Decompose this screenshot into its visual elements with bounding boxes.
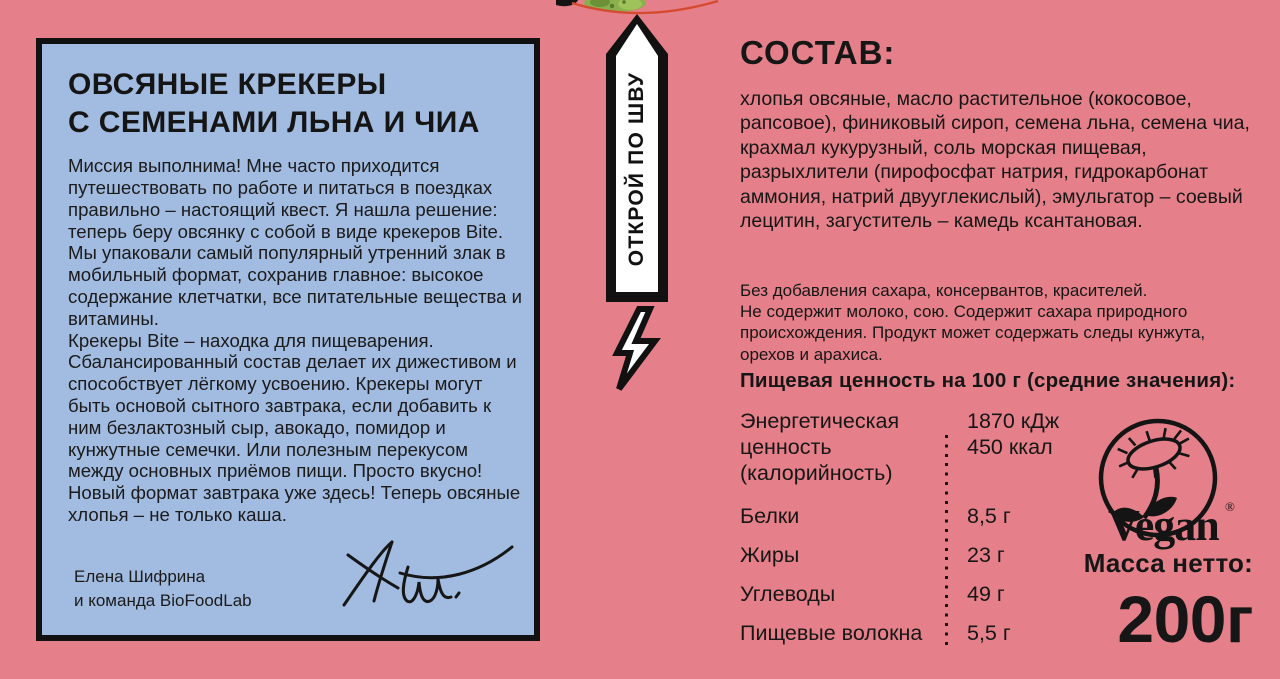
- allergen-notes: [740, 280, 1237, 365]
- nutrition-label: Углеводы: [740, 582, 836, 606]
- vegan-registered-mark: ®: [1225, 499, 1235, 514]
- product-title-line1: ОВСЯНЫЕ КРЕКЕРЫ: [68, 68, 387, 101]
- net-weight-label: Масса нетто:: [1083, 548, 1253, 578]
- nutrition-value-line: 1870 кДж: [967, 409, 1060, 433]
- nutrition-value-line: 5,5 г: [967, 621, 1011, 645]
- signature-icon: [338, 537, 520, 619]
- nutrition-row: [740, 408, 1075, 486]
- signoff: [74, 565, 252, 613]
- description-paragraph: Миссия выполнима! Мне часто приходится путешествовать по работе и питаться в поездках правильно – настоящий квест. Я нашла решение: теперь беру овсянку с собой в виде крекеров Bite. Мы упаковали самый популярный утренний злак в мобильный формат, сохранив главное: высокое содержание клетчатки, все питательные вещества и витамины.: [68, 155, 523, 329]
- dotted-divider: [945, 435, 948, 647]
- allergen-notes-line1: Без добавления сахара, консервантов, красителей.: [740, 281, 1148, 300]
- product-title: [68, 66, 508, 142]
- net-weight-value: 200г: [1117, 582, 1253, 656]
- allergen-notes-rest: Не содержит молоко, сою. Содержит сахара природного происхождения. Продукт может содержать следы кунжута, орехов и арахиса.: [740, 302, 1206, 364]
- story-panel: [36, 38, 540, 641]
- description-paragraph: Новый формат завтрака уже здесь! Теперь овсяные хлопья – не только каша.: [68, 482, 521, 525]
- vegan-sunflower-icon: [1086, 416, 1246, 552]
- nutrition-value: [967, 542, 1005, 568]
- nutrition-value: [967, 503, 1011, 529]
- open-seam-label: ОТКРОЙ ПО ШВУ: [625, 71, 648, 267]
- nutrition-value-line: 450 ккал: [967, 435, 1053, 459]
- signoff-team: и команда BioFoodLab: [74, 591, 252, 611]
- net-weight-block: [1013, 548, 1253, 656]
- nutrition-value-line: 8,5 г: [967, 504, 1011, 528]
- nutrition-label: Белки: [740, 504, 800, 528]
- nutrition-label: Энергетическая ценность (калорийность): [740, 409, 900, 485]
- nutrition-value: [967, 408, 1059, 486]
- nutrition-label: Жиры: [740, 543, 800, 567]
- lightning-bolt-icon: [604, 305, 664, 393]
- product-description: [68, 155, 526, 526]
- product-title-line2: С СЕМЕНАМИ ЛЬНА И ЧИА: [68, 106, 480, 140]
- nutrition-value: [967, 581, 1005, 607]
- nutrition-value: [967, 620, 1011, 646]
- nutrition-label: Пищевые волокна: [740, 621, 923, 645]
- nutrition-value-line: 23 г: [967, 543, 1005, 567]
- ingredients-heading: СОСТАВ:: [740, 34, 896, 71]
- signoff-name: Елена Шифрина: [74, 567, 206, 587]
- description-paragraph: Крекеры Bite – находка для пищеварения. Сбалансированный состав делает их дижестивом и способствует лёгкому усвоению. Крекеры могут быть основой сытного завтрака, если добавить к ним безлактозный сыр, авокадо, помидор и кунжутные семечки. Или полезным перекусом между основных приёмов пищи. Просто вкусно!: [68, 329, 517, 482]
- nutrition-heading: Пищевая ценность на 100 г (средние значения):: [740, 369, 1236, 392]
- nutrition-row: [740, 503, 1075, 529]
- seam-arrow-banner: [606, 14, 668, 302]
- ingredients-text: хлопья овсяные, масло растительное (кокосовое, рапсовое), финиковый сироп, семена льна, семена чиа, крахмал кукурузный, соль морская пищевая, разрыхлители (пирофосфат натрия, гидрокарбонат аммония, натрий двууглекислый), эмульгатор – соевый лецитин, загуститель – камедь ксантановая.: [740, 88, 1250, 233]
- vegan-wordmark: Vegan: [1108, 501, 1219, 550]
- nutrition-value-line: 49 г: [967, 582, 1005, 606]
